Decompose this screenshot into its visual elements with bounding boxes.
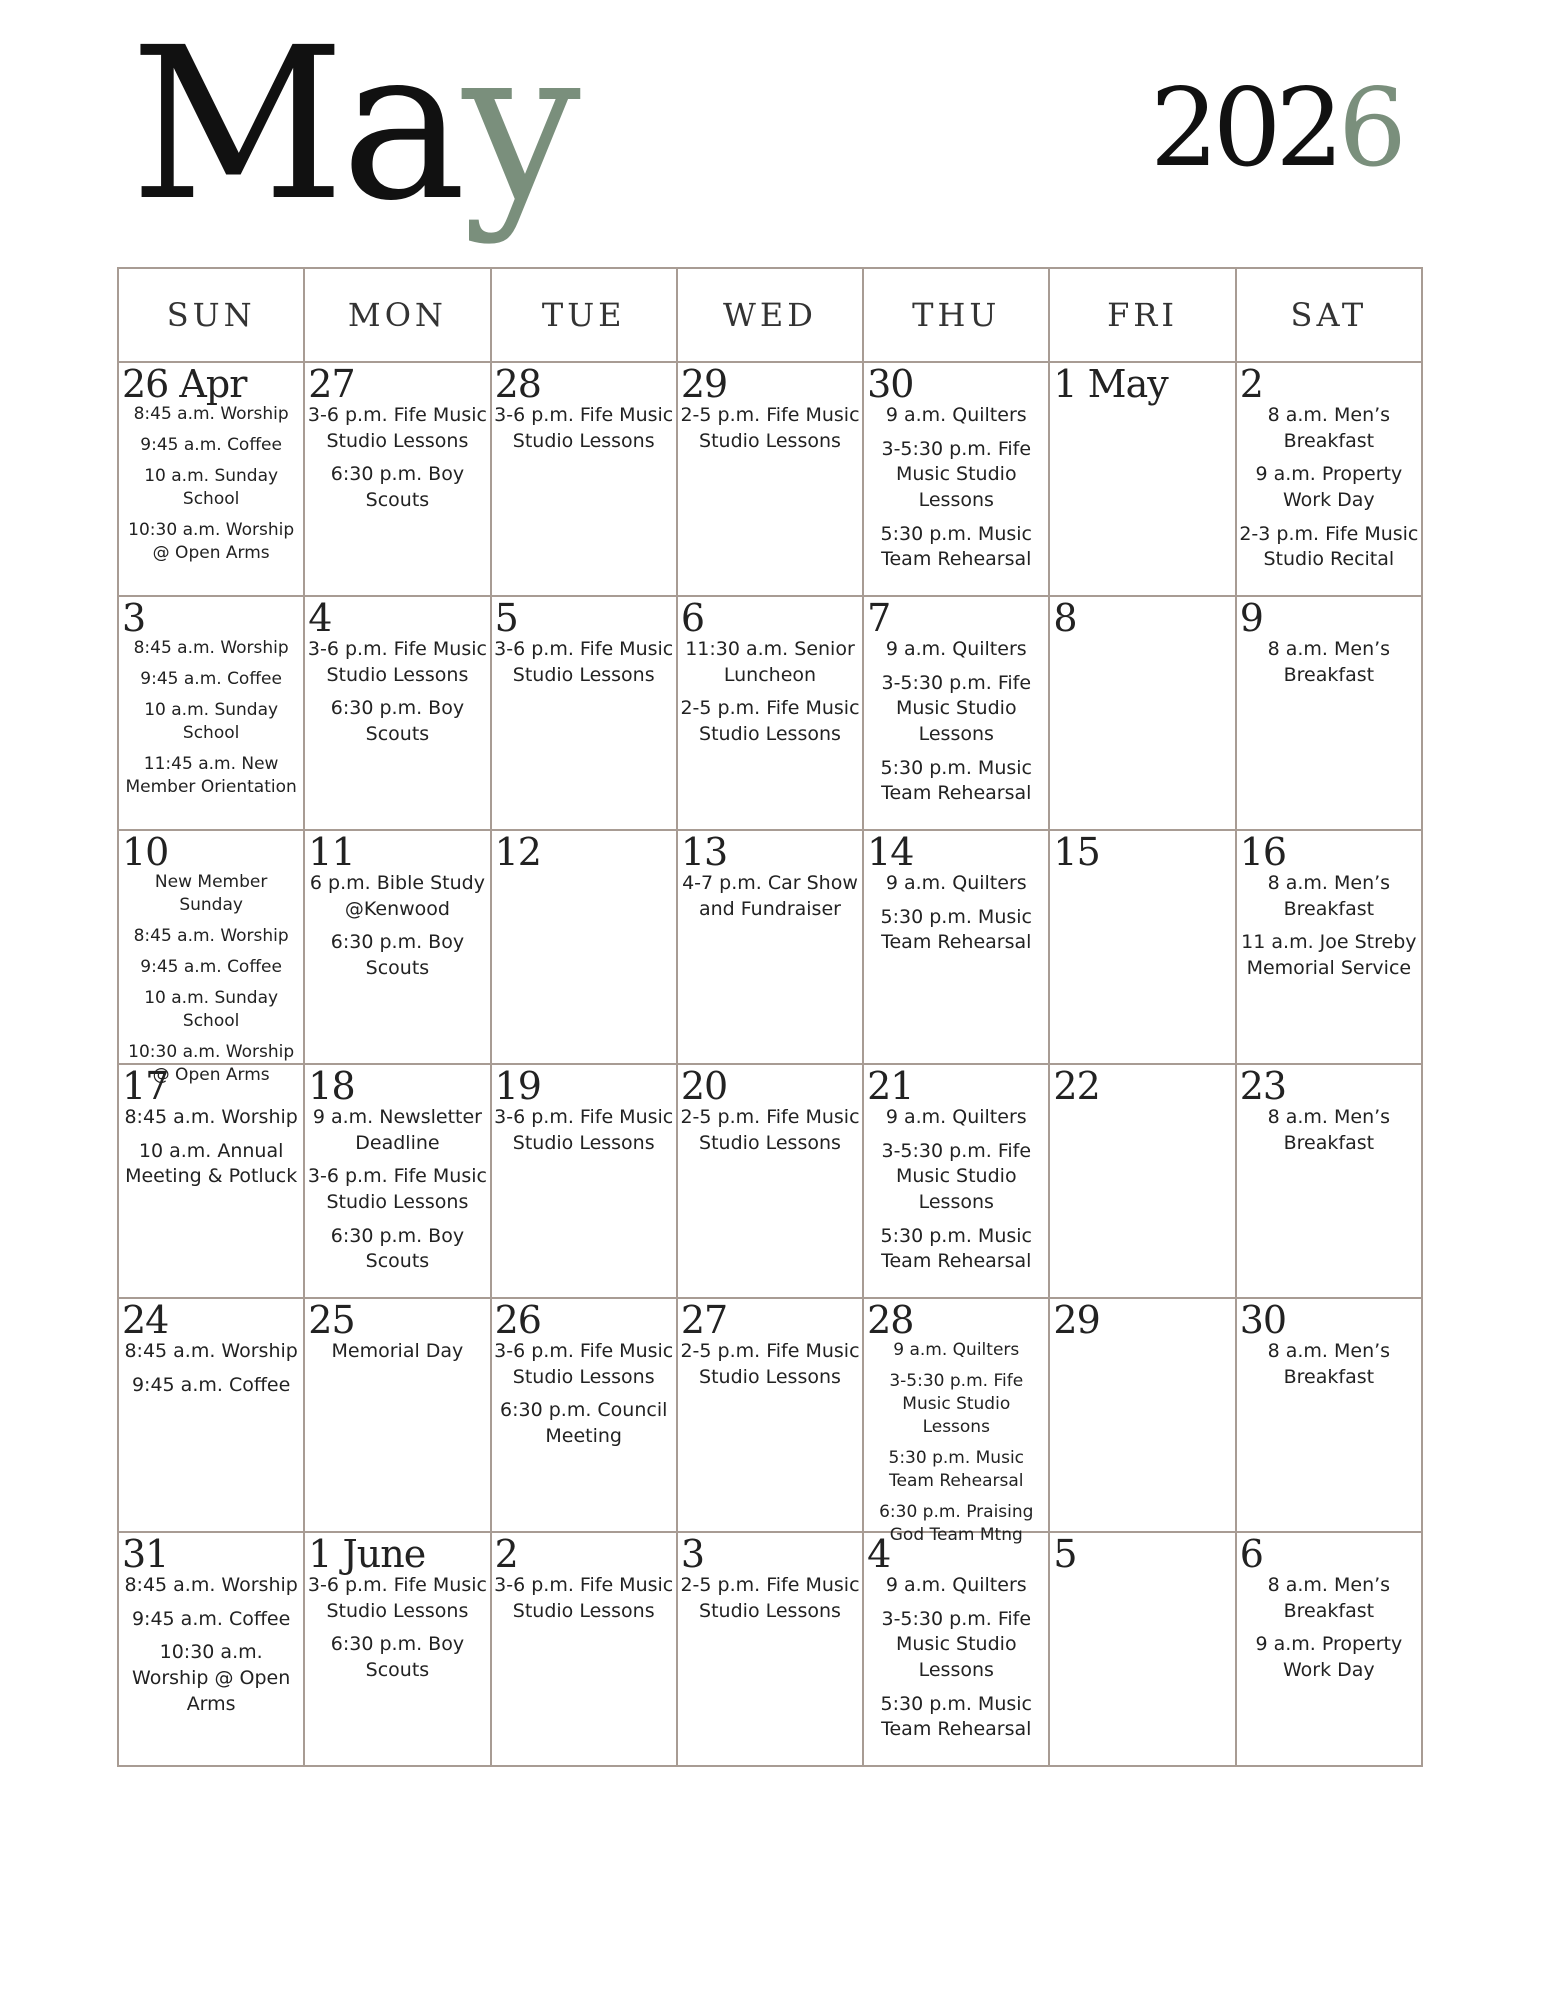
event-list	[119, 637, 303, 799]
day-number: 29	[680, 362, 728, 406]
event-item: 5:30 p.m. Music Team Rehearsal	[888, 1447, 1025, 1491]
month-title-main: Ma	[130, 2, 463, 247]
day-cell	[1236, 596, 1422, 830]
day-number: 2	[1239, 362, 1263, 406]
day-cell	[1236, 362, 1422, 596]
day-cell	[304, 1298, 490, 1532]
day-cell	[1049, 1064, 1235, 1298]
week-row	[118, 830, 1422, 1064]
event-item: 9 a.m. Quilters	[885, 1106, 1027, 1128]
event-item: 8 a.m. Men’s Breakfast	[1267, 638, 1391, 686]
day-cell	[304, 1532, 490, 1766]
day-number: 4	[308, 596, 332, 640]
day-cell	[491, 1298, 677, 1532]
event-item: 8 a.m. Men’s Breakfast	[1267, 1106, 1391, 1154]
month-title	[130, 2, 577, 247]
event-item: 8:45 a.m. Worship	[133, 638, 289, 658]
event-item: 10 a.m. Sunday School	[144, 699, 279, 743]
event-item: 2-5 p.m. Fife Music Studio Lessons	[680, 697, 860, 745]
day-number: 29	[1053, 1298, 1100, 1342]
day-number: 13	[680, 830, 728, 874]
event-item: 9:45 a.m. Coffee	[131, 1373, 291, 1396]
event-list	[305, 637, 489, 748]
day-number: 19	[494, 1064, 541, 1108]
event-item: 5:30 p.m. Music Team Rehearsal	[880, 905, 1032, 954]
day-cell	[677, 1532, 863, 1766]
day-number: 23	[1239, 1064, 1287, 1108]
day-number: 22	[1053, 1064, 1100, 1108]
day-cell	[677, 1064, 863, 1298]
event-item: 3-5:30 p.m. Fife Music Studio Lessons	[889, 1370, 1024, 1437]
event-item: 3-5:30 p.m. Fife Music Studio Lessons	[881, 1139, 1032, 1213]
day-number: 21	[867, 1064, 914, 1108]
event-item: 6:30 p.m. Boy Scouts	[330, 697, 465, 745]
event-list	[678, 403, 862, 454]
event-list	[119, 1573, 303, 1717]
event-item: 9 a.m. Quilters	[885, 872, 1027, 894]
day-cell	[118, 596, 304, 830]
event-item: 5:30 p.m. Music Team Rehearsal	[880, 1224, 1032, 1273]
event-list	[492, 1105, 676, 1156]
event-item: 2-5 p.m. Fife Music Studio Lessons	[680, 1340, 860, 1388]
calendar-grid	[117, 267, 1423, 1767]
year-title	[1150, 66, 1401, 191]
year-title-accent: 6	[1338, 66, 1401, 191]
event-item: 2-5 p.m. Fife Music Studio Lessons	[680, 404, 860, 452]
day-cell	[677, 362, 863, 596]
event-item: 8:45 a.m. Worship	[124, 1574, 298, 1596]
week-row	[118, 362, 1422, 596]
day-number: 28	[494, 362, 541, 406]
day-number: 3	[122, 596, 146, 640]
day-cell	[118, 1532, 304, 1766]
event-item: 3-6 p.m. Fife Music Studio Lessons	[494, 1340, 674, 1388]
event-list	[678, 1573, 862, 1624]
event-list	[864, 1573, 1048, 1743]
event-list	[1237, 1105, 1421, 1156]
event-item: 9:45 a.m. Coffee	[140, 668, 282, 689]
day-cell	[491, 1064, 677, 1298]
event-item: 10 a.m. Annual Meeting & Potluck	[125, 1139, 298, 1188]
event-item: 6 p.m. Bible Study @Kenwood	[309, 872, 485, 920]
day-cell	[1236, 1532, 1422, 1766]
day-number: 11	[308, 830, 355, 874]
day-cell	[304, 596, 490, 830]
event-item: 9:45 a.m. Coffee	[140, 956, 282, 977]
event-list	[864, 403, 1048, 573]
event-item: 9:45 a.m. Coffee	[140, 434, 282, 455]
day-cell	[1049, 596, 1235, 830]
day-number: 1 June	[308, 1532, 426, 1576]
event-item: 9 a.m. Quilters	[885, 638, 1027, 660]
event-list	[492, 1573, 676, 1624]
event-list	[492, 1339, 676, 1450]
day-cell	[863, 362, 1049, 596]
event-item: 3-5:30 p.m. Fife Music Studio Lessons	[881, 437, 1032, 511]
event-list	[864, 1339, 1048, 1547]
event-list	[492, 403, 676, 454]
day-cell	[1049, 1298, 1235, 1532]
event-item: 10 a.m. Sunday School	[144, 987, 279, 1031]
event-item: 8:45 a.m. Worship	[124, 1106, 298, 1128]
event-item: 6:30 p.m. Boy Scouts	[330, 1633, 465, 1681]
day-number: 12	[494, 830, 541, 874]
event-item: 3-6 p.m. Fife Music Studio Lessons	[494, 638, 674, 686]
day-number: 30	[867, 362, 914, 406]
day-cell	[677, 830, 863, 1064]
day-number: 31	[122, 1532, 169, 1576]
day-cell	[1236, 830, 1422, 1064]
event-item: 10:30 a.m. Worship @ Open Arms	[128, 1041, 295, 1085]
event-list	[678, 871, 862, 922]
event-list	[305, 1573, 489, 1684]
event-item: 3-6 p.m. Fife Music Studio Lessons	[307, 404, 487, 452]
day-cell	[1049, 830, 1235, 1064]
day-cell	[304, 830, 490, 1064]
year-title-main: 202	[1150, 66, 1339, 191]
event-item: 3-6 p.m. Fife Music Studio Lessons	[307, 1574, 487, 1622]
day-number: 30	[1239, 1298, 1287, 1342]
event-item: 4-7 p.m. Car Show and Fundraiser	[682, 872, 858, 920]
event-item: Memorial Day	[331, 1340, 464, 1362]
event-item: 2-5 p.m. Fife Music Studio Lessons	[680, 1106, 860, 1154]
day-number: 9	[1239, 596, 1263, 640]
calendar-body	[118, 362, 1422, 1766]
day-number: 2	[494, 1532, 518, 1576]
month-title-accent: y	[462, 2, 577, 247]
week-row	[118, 1064, 1422, 1298]
day-cell	[491, 1532, 677, 1766]
event-item: 9 a.m. Property Work Day	[1255, 1633, 1403, 1681]
day-cell	[677, 1298, 863, 1532]
day-cell	[863, 1298, 1049, 1545]
day-number: 17	[122, 1064, 169, 1108]
event-list	[305, 871, 489, 982]
event-list	[1237, 1339, 1421, 1390]
event-list	[678, 637, 862, 748]
day-cell	[1049, 362, 1235, 596]
day-number: 24	[122, 1298, 169, 1342]
event-item: 8:45 a.m. Worship	[133, 404, 289, 424]
event-item: 9:45 a.m. Coffee	[131, 1607, 291, 1630]
event-item: 9 a.m. Quilters	[885, 404, 1027, 426]
day-number: 1 May	[1053, 362, 1168, 406]
day-number: 27	[680, 1298, 728, 1342]
event-list	[864, 637, 1048, 807]
weekday-header: SUN	[118, 268, 304, 362]
day-cell	[1236, 1064, 1422, 1298]
day-number: 28	[867, 1298, 914, 1342]
day-number: 15	[1053, 830, 1100, 874]
event-list	[119, 1105, 303, 1190]
event-list	[1237, 637, 1421, 688]
event-item: 3-5:30 p.m. Fife Music Studio Lessons	[881, 671, 1032, 745]
day-number: 27	[308, 362, 355, 406]
event-item: 8 a.m. Men’s Breakfast	[1267, 404, 1391, 452]
day-cell	[491, 362, 677, 596]
day-number: 20	[680, 1064, 728, 1108]
event-list	[1237, 1573, 1421, 1684]
event-item: 8:45 a.m. Worship	[133, 925, 289, 946]
event-item: 3-6 p.m. Fife Music Studio Lessons	[307, 638, 487, 686]
weekday-header: TUE	[491, 268, 677, 362]
event-item: 6:30 p.m. Boy Scouts	[330, 931, 465, 979]
day-cell	[863, 1532, 1049, 1766]
event-list	[678, 1339, 862, 1390]
week-row	[118, 1532, 1422, 1766]
day-cell	[863, 830, 1049, 1064]
event-item: 10:30 a.m. Worship @ Open Arms	[132, 1641, 291, 1715]
event-item: 2-3 p.m. Fife Music Studio Recital	[1239, 522, 1419, 571]
day-number: 26	[494, 1298, 541, 1342]
event-item: 11:30 a.m. Senior Luncheon	[685, 638, 855, 686]
day-number: 3	[680, 1532, 705, 1576]
day-cell	[304, 362, 490, 596]
event-item: 3-6 p.m. Fife Music Studio Lessons	[307, 1165, 487, 1213]
event-list	[119, 403, 303, 565]
event-item: 10 a.m. Sunday School	[144, 465, 279, 509]
day-number: 8	[1053, 596, 1077, 640]
event-item: 3-6 p.m. Fife Music Studio Lessons	[494, 1106, 674, 1154]
event-item: 6:30 p.m. Boy Scouts	[330, 1224, 465, 1273]
event-item: 3-6 p.m. Fife Music Studio Lessons	[494, 1574, 674, 1622]
weekday-header: SAT	[1236, 268, 1422, 362]
event-list	[864, 871, 1048, 956]
day-cell	[118, 362, 304, 596]
day-number: 6	[1239, 1532, 1263, 1576]
weekday-header-row	[118, 268, 1422, 362]
event-list	[305, 1339, 489, 1365]
weekday-header: MON	[304, 268, 490, 362]
event-item: 9 a.m. Property Work Day	[1255, 463, 1403, 511]
event-item: 9 a.m. Quilters	[893, 1340, 1020, 1360]
event-item: 2-5 p.m. Fife Music Studio Lessons	[680, 1574, 860, 1622]
day-cell	[1049, 1532, 1235, 1766]
day-cell	[491, 830, 677, 1064]
event-item: 10:30 a.m. Worship @ Open Arms	[128, 519, 295, 563]
event-list	[305, 1105, 489, 1275]
event-list	[119, 1339, 303, 1398]
event-list	[864, 1105, 1048, 1275]
day-cell	[118, 1298, 304, 1532]
day-cell	[677, 596, 863, 830]
event-item: 8 a.m. Men’s Breakfast	[1267, 1574, 1391, 1622]
weekday-header: THU	[863, 268, 1049, 362]
day-number: 10	[122, 830, 169, 874]
day-number: 4	[867, 1532, 891, 1576]
event-item: 5:30 p.m. Music Team Rehearsal	[880, 756, 1032, 805]
day-number: 25	[308, 1298, 355, 1342]
event-item: 3-6 p.m. Fife Music Studio Lessons	[494, 404, 674, 452]
event-item: 8:45 a.m. Worship	[124, 1340, 298, 1362]
day-number: 5	[494, 596, 518, 640]
event-item: New Member Sunday	[154, 872, 268, 915]
event-item: 5:30 p.m. Music Team Rehearsal	[880, 1692, 1032, 1741]
day-cell	[491, 596, 677, 830]
event-item: 11:45 a.m. New Member Orientation	[125, 753, 297, 797]
weekday-header: WED	[677, 268, 863, 362]
day-cell	[304, 1064, 490, 1298]
event-item: 6:30 p.m. Boy Scouts	[330, 463, 465, 511]
event-item: 9 a.m. Quilters	[885, 1574, 1027, 1596]
day-number: 14	[867, 830, 914, 874]
event-item: 8 a.m. Men’s Breakfast	[1267, 872, 1391, 920]
weekday-header: FRI	[1049, 268, 1235, 362]
event-item: 9 a.m. Newsletter Deadline	[312, 1106, 482, 1154]
day-cell	[1236, 1298, 1422, 1532]
week-row	[118, 596, 1422, 830]
day-number: 5	[1053, 1532, 1077, 1576]
event-item: 3-5:30 p.m. Fife Music Studio Lessons	[881, 1607, 1032, 1681]
day-number: 16	[1239, 830, 1287, 874]
day-cell	[118, 830, 304, 1085]
event-item: 6:30 p.m. Council Meeting	[500, 1399, 668, 1447]
event-list	[1237, 871, 1421, 982]
day-cell	[863, 1064, 1049, 1298]
event-item: 5:30 p.m. Music Team Rehearsal	[880, 522, 1032, 571]
event-list	[678, 1105, 862, 1156]
event-item: 8 a.m. Men’s Breakfast	[1267, 1340, 1391, 1388]
event-item: 6:30 p.m. Praising God Team Mtng	[879, 1501, 1034, 1545]
day-cell	[118, 1064, 304, 1298]
day-number: 18	[308, 1064, 355, 1108]
event-list	[492, 637, 676, 688]
day-cell	[863, 596, 1049, 830]
day-number: 7	[867, 596, 891, 640]
day-number: 6	[680, 596, 705, 640]
week-row	[118, 1298, 1422, 1532]
day-number: 26 Apr	[122, 362, 247, 406]
event-item: 11 a.m. Joe Streby Memorial Service	[1241, 931, 1417, 979]
event-list	[1237, 403, 1421, 573]
event-list	[119, 871, 303, 1087]
event-list	[305, 403, 489, 514]
